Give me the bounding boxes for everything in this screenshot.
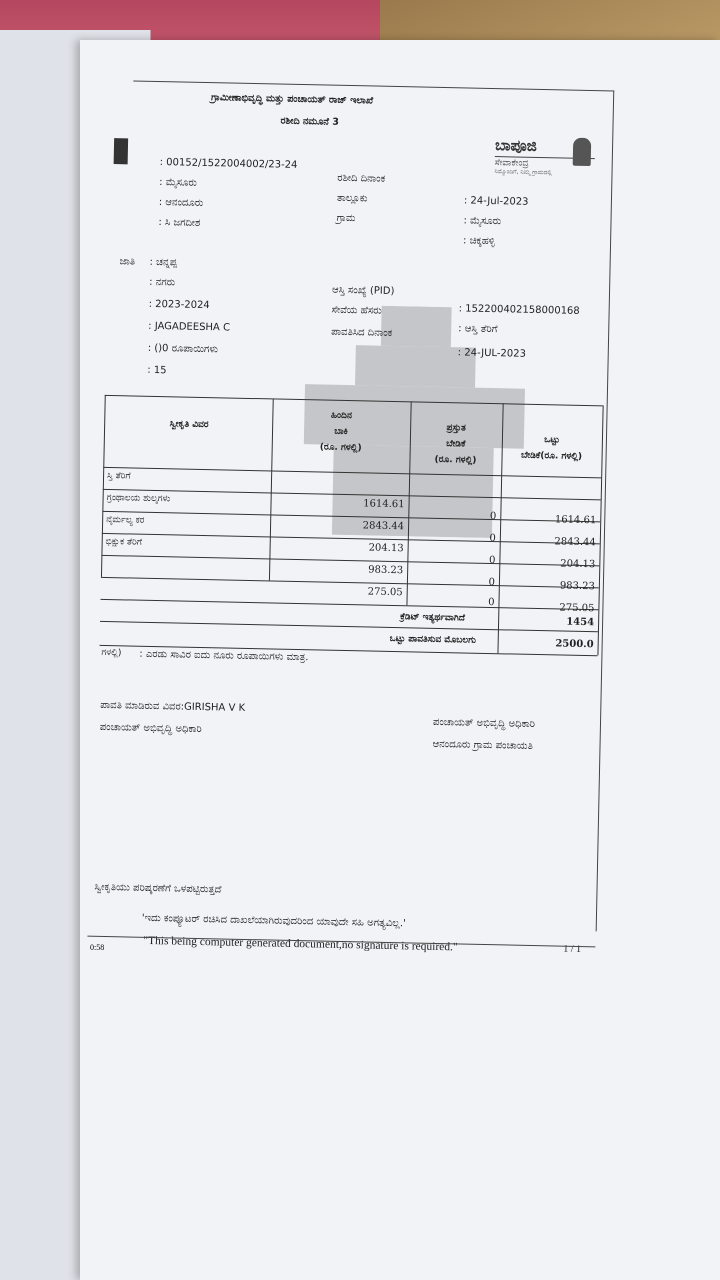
year-field: : 2023-2024 — [148, 298, 210, 312]
paid-date-value: : 24-JUL-2023 — [457, 347, 527, 360]
department-title: ಗ್ರಾಮೀಣಾಭಿವೃದ್ಧಿ ಮತ್ತು ಪಂಚಾಯತ್ ರಾಜ್ ಇಲಾಖೆ — [210, 92, 374, 107]
gandhi-figure-icon — [573, 138, 592, 166]
district-field: : ಮೈಸೂರು — [159, 177, 198, 189]
count-field: : 15 — [147, 364, 167, 377]
panchayat-field: : ಆನಂದೂರು — [158, 197, 204, 209]
row-cur-value: 0 — [488, 577, 496, 589]
logo-tagline: ನಿಮ್ಮೊಂದಿಗೆ, ನಿಮ್ಮ ಗ್ರಾಮದಲ್ಲಿ — [494, 168, 553, 177]
collector-designation: ಪಂಚಾಯತ್ ಅಭಿವೃದ್ಧಿ ಅಧಿಕಾರಿ — [99, 721, 202, 736]
caste-label: ಜಾತಿ — [119, 256, 136, 268]
paid-date-label: ಪಾವತಿಸಿದ ದಿನಾಂಕ — [331, 326, 393, 339]
pid-label: ಆಸ್ತಿ ಸಂಖ್ಯೆ (PID) — [331, 284, 395, 297]
amount-words-value: : ಎರಡು ಸಾವಿರ ಐದು ನೂರು ರೂಪಾಯಿಗಳು ಮಾತ್ರ. — [139, 648, 309, 664]
col-header-prev-2: ಬಾಕಿ — [334, 426, 348, 438]
time-fragment: 0:58 — [90, 943, 105, 952]
col-header-total-1: ಒಟ್ಟು — [544, 435, 560, 446]
collector-details: ಪಾವತಿ ಮಾಡಿರುವ ವಿವರ:GIRISHA V K — [100, 699, 246, 714]
row-total-value: 275.05 — [559, 602, 595, 615]
amount-words-label: ಗಳಲ್ಲಿ) — [101, 647, 122, 659]
form-title: ರಶೀದಿ ನಮೂನೆ 3 — [280, 115, 340, 128]
credit-label: ಕ್ರೆಡಿಟ್ ಇತ್ಯರ್ಥವಾಗಿದೆ — [400, 612, 466, 624]
bapuji-logo — [494, 136, 595, 198]
receipt-date-value: : 24-Jul-2023 — [463, 195, 529, 208]
receipt-date-label: ರಶೀದಿ ದಿನಾಂಕ — [337, 172, 386, 185]
amount-short-field: : ()0 ರೂಪಾಯಿಗಳು — [147, 342, 219, 356]
row-label: ನೈರ್ಮಲ್ಯ ಕರ — [106, 514, 145, 526]
row-cur-value: 0 — [488, 596, 495, 609]
row-prev-value: 2843.44 — [362, 520, 405, 533]
name-field: : JAGADEESHA C — [148, 320, 231, 334]
pid-value: : 152200402158000168 — [458, 303, 580, 317]
row-prev-value: 1614.61 — [363, 498, 405, 511]
service-value: : ಆಸ್ತಿ ತೆರಿಗೆ — [458, 323, 498, 336]
col-header-total-2: ಬೇಡಿಕೆ(ರೂ. ಗಳಲ್ಲಿ) — [520, 450, 583, 462]
col-header-prev-3: (ರೂ. ಗಳಲ್ಲಿ) — [319, 442, 362, 454]
col-header-prev-1: ಹಿಂದಿನ — [330, 410, 352, 422]
row-cur-value: 0 — [489, 511, 497, 523]
officer-field: : ಸಿ ಜಗದೀಶ — [158, 217, 201, 229]
acceptance-note: ಸ್ವೀಕೃತಿಯು ಪರಿಷ್ಕರಣೆಗೆ ಒಳಪಟ್ಟಿರುತ್ತದೆ — [94, 881, 222, 896]
col-header-cur-3: (ರೂ. ಗಳಲ್ಲಿ) — [434, 454, 477, 466]
paid-value: 2500.0 — [555, 638, 594, 651]
col-header-cur-2: ಬೇಡಿಕೆ — [446, 439, 466, 450]
area-field: : ನಗರು — [149, 276, 176, 289]
page-number: 1 / 1 — [563, 943, 582, 956]
service-label: ಸೇವೆಯ ಹೆಸರು — [331, 304, 382, 317]
emblem-fragment — [114, 138, 129, 164]
row-total-value: 1614.61 — [554, 514, 597, 527]
english-footer-note: "This being computer generated document,no signature is required." — [143, 934, 458, 954]
receipt-number: : 00152/1522004002/23-24 — [159, 157, 298, 171]
logo-brand: ಬಾಪೂಜಿ — [494, 136, 538, 155]
row-prev-value: 204.13 — [368, 542, 404, 555]
row-total-value: 2843.44 — [554, 536, 596, 549]
row-total-value: 983.23 — [559, 580, 595, 593]
row-cur-value: 0 — [489, 533, 496, 545]
row-label: ಭಿಕ್ಷುಕ ತೆರಿಗೆ — [105, 536, 143, 548]
row-label: ಸ್ತಿ ತೆರಿಗೆ — [106, 470, 131, 482]
row-cur-value: 0 — [488, 555, 496, 567]
officer-panchayat: ಆನಂದೂರು ಗ್ರಾಮ ಪಂಚಾಯತಿ — [432, 738, 533, 752]
row-label: ಗ್ರಂಥಾಲಯ ಶುಲ್ಕಗಳು — [106, 492, 171, 505]
receipt-document — [93, 50, 720, 983]
paid-label: ಒಟ್ಟು ಪಾವತಿಸುವ ಮೊಬಲಗು — [389, 633, 476, 646]
row-total-value: 204.13 — [560, 558, 596, 571]
village-value: : ಚಿಕ್ಕಹಳ್ಳಿ — [462, 235, 495, 248]
row-prev-value: 275.05 — [367, 586, 403, 599]
officer-designation: ಪಂಚಾಯತ್ ಅಭಿವೃದ್ಧಿ ಅಧಿಕಾರಿ — [432, 716, 536, 731]
logo-subtitle: ಸೇವಾಕೇಂದ್ರ — [495, 156, 595, 170]
taluk-label: ತಾಲ್ಲೂಕು — [336, 192, 368, 205]
col-header-item: ಸ್ವೀಕೃತಿ ವಿವರ — [169, 419, 209, 431]
row-prev-value: 983.23 — [368, 564, 404, 577]
caste-value: : ಚನ್ನಪ್ಪ — [149, 256, 178, 269]
taluk-value: : ಮೈಸೂರು — [463, 215, 502, 228]
col-header-cur-1: ಪ್ರಸ್ತುತ — [446, 423, 466, 434]
credit-value: 1454 — [566, 616, 595, 629]
village-label: ಗ್ರಾಮ — [336, 212, 356, 225]
kannada-footer-note: 'ಇದು ಕಂಪ್ಯೂಟರ್ ರಚಿಸಿದ ದಾಖಲೆಯಾಗಿರುವುದರಿಂದ ಯಾವುದೇ ಸಹಿ ಅಗತ್ಯವಿಲ್ಲ.' — [141, 912, 406, 930]
